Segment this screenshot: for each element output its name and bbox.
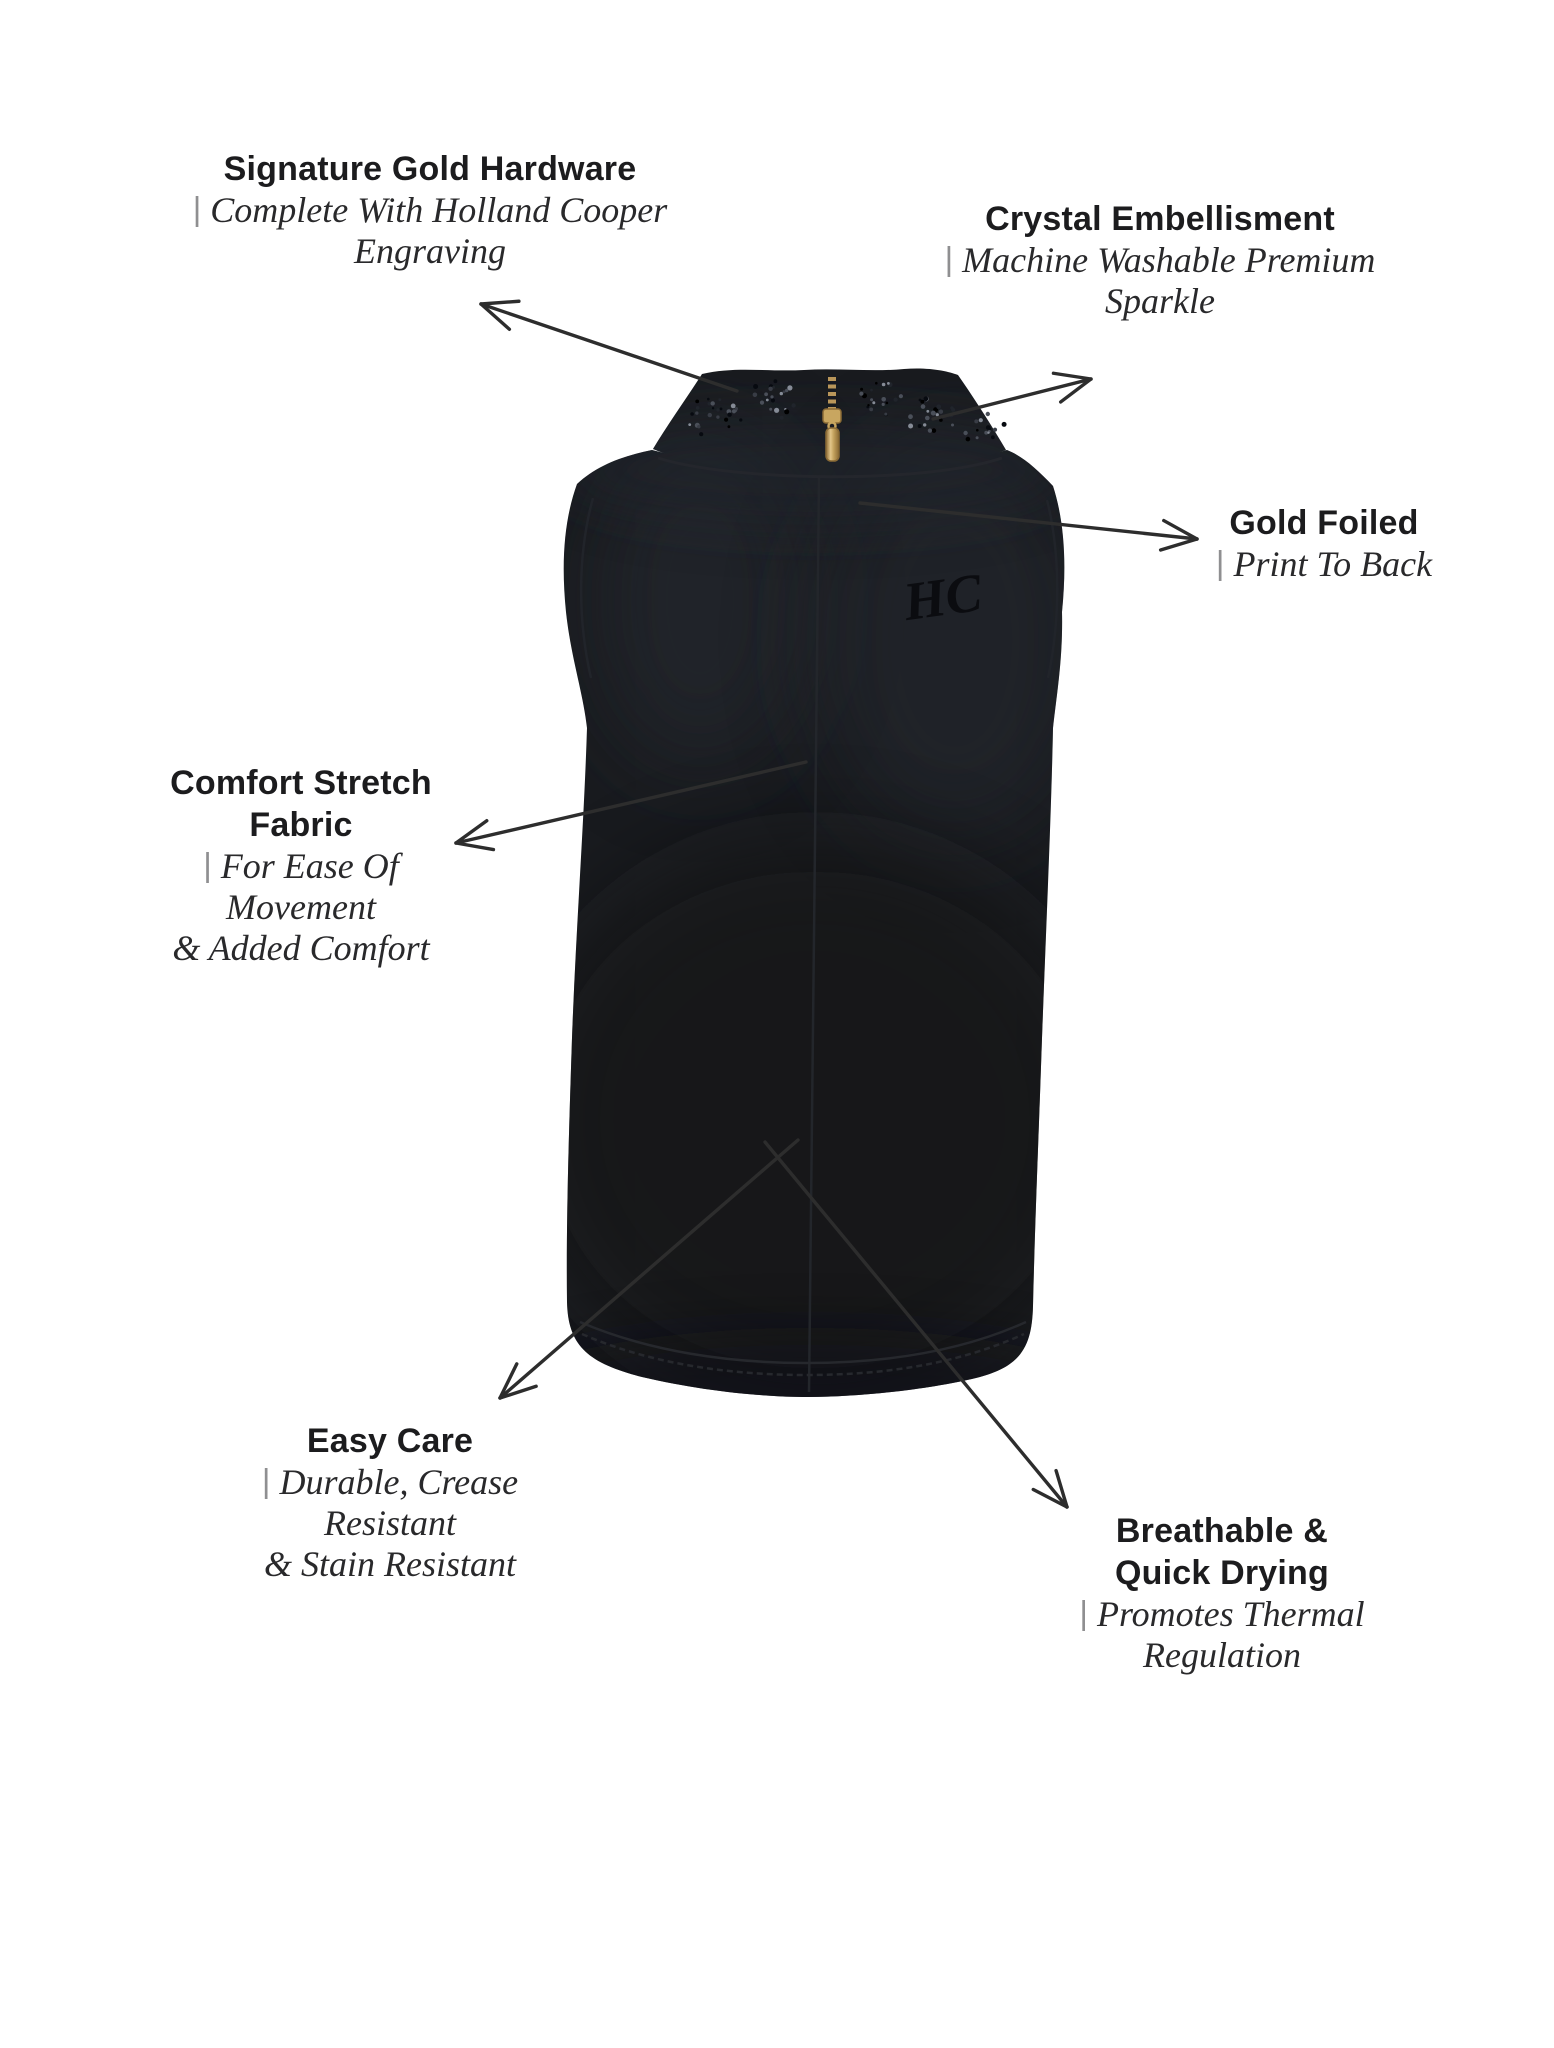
crystal-dot xyxy=(931,411,936,416)
crystal-dot xyxy=(695,400,699,404)
crystal-dot xyxy=(768,387,772,391)
crystal-dot xyxy=(908,414,913,419)
crystal-dot xyxy=(986,412,990,416)
feature-easy-care xyxy=(262,1420,518,1585)
crystal-dot xyxy=(708,402,711,405)
zipper-pull xyxy=(826,428,839,461)
crystal-dot xyxy=(908,424,913,429)
feature-desc-text: Print To Back xyxy=(1233,544,1433,584)
crystal-dot xyxy=(924,396,929,401)
crystal-dot xyxy=(708,413,712,417)
crystal-dot xyxy=(926,410,929,413)
divider-bar: | xyxy=(1079,1594,1088,1631)
crystal-dot xyxy=(697,425,700,428)
feature-crystal-embellishment xyxy=(945,198,1376,322)
crystal-dot xyxy=(966,437,971,442)
crystal-dot xyxy=(894,398,898,402)
crystal-dot xyxy=(753,393,758,398)
crystal-dot xyxy=(921,404,926,409)
feature-desc-text: Movement xyxy=(226,887,376,927)
crystal-dot xyxy=(766,399,769,402)
crystal-dot xyxy=(753,384,758,389)
feature-desc-line xyxy=(262,1503,518,1544)
feature-desc-text: Durable, Crease xyxy=(279,1462,519,1502)
divider-bar: | xyxy=(192,190,202,227)
feature-title: Quick Drying xyxy=(1114,1554,1329,1592)
feature-desc-line xyxy=(262,1544,518,1585)
feature-desc-line xyxy=(193,190,668,231)
crystal-dot xyxy=(769,408,772,411)
feature-gold-foiled xyxy=(1216,502,1432,585)
crystal-dot xyxy=(963,431,967,435)
feature-title: Crystal Embellisment xyxy=(985,200,1335,238)
crystal-dot xyxy=(727,413,731,417)
feature-title: Easy Care xyxy=(306,1422,474,1460)
feature-desc-text: Complete With Holland Cooper xyxy=(210,190,668,230)
crystal-dot xyxy=(716,415,719,418)
feature-desc-text: Engraving xyxy=(354,231,506,271)
feature-desc-text: Regulation xyxy=(1143,1635,1301,1675)
crystal-dot xyxy=(936,413,939,416)
crystal-dot xyxy=(932,428,937,433)
crystal-dot xyxy=(886,402,889,405)
feature-title: Gold Foiled xyxy=(1229,504,1419,542)
crystal-dot xyxy=(951,424,954,427)
feature-desc-line xyxy=(1216,544,1432,585)
crystal-dot xyxy=(867,404,869,406)
feature-title: Comfort Stretch xyxy=(170,764,432,802)
crystal-dot xyxy=(696,406,700,410)
divider-bar: | xyxy=(944,240,954,277)
crystal-dot xyxy=(923,423,926,426)
crystal-dot xyxy=(986,425,991,430)
feature-breathable-quick-drying xyxy=(1079,1510,1364,1676)
crystal-dot xyxy=(716,408,719,411)
arrow-signature-gold-hardware xyxy=(481,301,737,391)
crystal-dot xyxy=(688,423,691,426)
crystal-dot xyxy=(780,392,783,395)
crystal-dot xyxy=(1002,422,1007,427)
crystal-dot xyxy=(918,424,922,428)
crystal-dot xyxy=(939,410,943,414)
crystal-dot xyxy=(882,403,885,406)
crystal-dot xyxy=(771,398,775,402)
hc-monogram: HC xyxy=(899,561,986,633)
feature-desc-line xyxy=(945,281,1376,322)
crystal-dot xyxy=(987,432,989,434)
crystal-dot xyxy=(690,412,694,416)
crystal-dot xyxy=(928,429,932,433)
crystal-dot xyxy=(881,397,886,402)
crystal-dot xyxy=(770,395,773,398)
crystal-dot xyxy=(976,436,979,439)
crystal-dot xyxy=(764,392,768,396)
crystal-dot xyxy=(728,425,731,428)
crystal-dot xyxy=(993,428,997,432)
feature-desc-text: Machine Washable Premium xyxy=(962,240,1376,280)
crystal-dot xyxy=(875,382,878,385)
crystal-dot xyxy=(774,408,779,413)
crystal-dot xyxy=(882,383,886,387)
crystal-dot xyxy=(920,400,924,404)
crystal-dot xyxy=(784,409,789,414)
feature-desc-line xyxy=(193,231,668,272)
zipper-slider xyxy=(823,409,841,423)
crystal-dot xyxy=(860,388,863,391)
crystal-dot xyxy=(925,416,930,421)
feature-title: Signature Gold Hardware xyxy=(223,150,637,188)
crystal-dot xyxy=(760,401,764,405)
crystal-dot xyxy=(869,408,873,412)
crystal-dot xyxy=(711,401,715,405)
crystal-dot xyxy=(720,408,723,411)
feature-desc-text: Promotes Thermal xyxy=(1096,1594,1365,1634)
crystal-dot xyxy=(872,401,875,404)
divider-bar: | xyxy=(203,846,212,883)
crystal-dot xyxy=(974,419,978,423)
crystal-dot xyxy=(991,435,995,439)
feature-desc-line xyxy=(262,1462,518,1503)
crystal-dot xyxy=(699,432,703,436)
crystal-dot xyxy=(739,418,742,421)
crystal-dot xyxy=(791,403,795,407)
feature-desc-text: Sparkle xyxy=(1105,281,1215,321)
crystal-dot xyxy=(859,392,863,396)
feature-signature-gold-hardware xyxy=(193,148,668,272)
crystal-dot xyxy=(884,413,887,416)
crystal-dot xyxy=(780,416,784,420)
crystal-dot xyxy=(724,418,728,422)
crystal-dot xyxy=(870,398,873,401)
feature-desc-line xyxy=(1079,1635,1364,1676)
feature-desc-line xyxy=(1079,1594,1364,1635)
crystal-dot xyxy=(707,398,710,401)
feature-desc-line xyxy=(170,846,432,887)
crystal-dot xyxy=(718,398,721,401)
crystal-dot xyxy=(712,407,714,409)
feature-desc-text: Resistant xyxy=(324,1503,456,1543)
feature-comfort-stretch-fabric xyxy=(170,762,432,969)
crystal-dot xyxy=(936,404,941,409)
feature-desc-text: & Added Comfort xyxy=(172,928,430,968)
crystal-dot xyxy=(950,406,953,409)
crystal-dot xyxy=(695,411,698,414)
divider-bar: | xyxy=(1215,544,1225,581)
feature-desc-text: & Stain Resistant xyxy=(264,1544,516,1584)
crystal-dot xyxy=(870,389,873,392)
feature-desc-line xyxy=(170,928,432,969)
crystal-dot xyxy=(735,407,738,410)
crystal-dot xyxy=(731,404,736,409)
crystal-dot xyxy=(887,382,890,385)
feature-title: Fabric xyxy=(249,806,353,844)
crystal-dot xyxy=(979,418,983,422)
crystal-dot xyxy=(987,422,990,425)
crystal-dot xyxy=(976,429,979,432)
divider-bar: | xyxy=(261,1462,271,1499)
feature-desc-line xyxy=(170,887,432,928)
crystal-dot xyxy=(899,394,903,398)
crystal-dot xyxy=(785,389,788,392)
crystal-dot xyxy=(774,379,778,383)
feature-title: Breathable & xyxy=(1115,1512,1329,1550)
feature-desc-line xyxy=(945,240,1376,281)
feature-desc-text: For Ease Of xyxy=(220,846,399,886)
